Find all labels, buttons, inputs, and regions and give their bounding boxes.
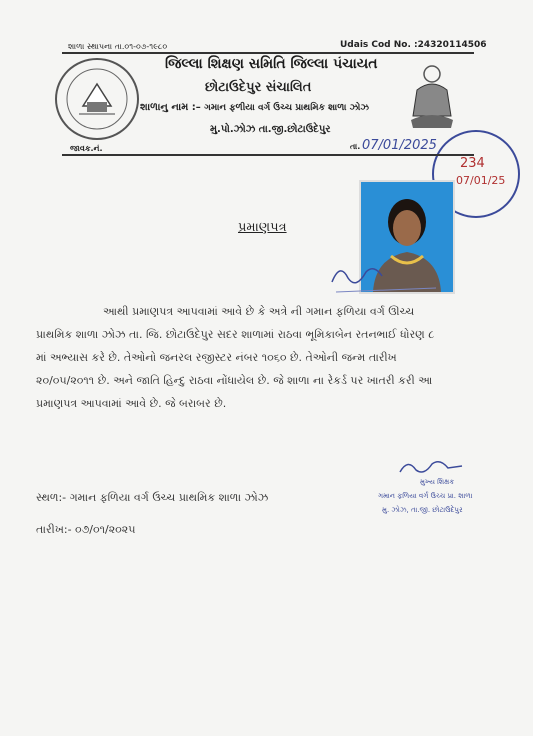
body-line-2: પ્રાથમિક શાળા ઝોઝ તા. જિ. છોટાઉદેપુર સદર શાળામાં રાઠવા ભૂમિકાબેન રતનભાઈ ધોરણ ૮	[36, 328, 435, 341]
sign-stamp-line-2: ગમાન ફળિયા વર્ગ ઉચ્ચ પ્રા. શાળા	[378, 492, 473, 500]
date-line: તારીખ:- ૦૭/૦૧/૨૦૨૫	[36, 523, 136, 536]
school-name-label: શાળાનુ નામ :– ગમાન ફળીયા વર્ગ ઉચ્ચ પ્રાથમિક શાળા ઝોઝ	[140, 102, 369, 113]
org-subtitle: છોટાઉદેપુર સંચાલિત	[205, 80, 312, 95]
school-address: મુ.પો.ઝોઝ તા.જી.છોટાઉદેપુર	[210, 124, 331, 135]
document-title: પ્રમાણપત્ર	[238, 220, 287, 235]
stamp-date: 07/01/25	[456, 174, 506, 187]
body-line-5: પ્રમાણપત્ર આપવામાં આવે છે. જે બરાબર છે.	[36, 397, 227, 410]
issue-date-label: તા.	[350, 142, 361, 151]
body-line-1: આથી પ્રમાણપત્ર આપવામાં આવે છે કે અત્રે ની ગમાન ફળિયા વર્ગ ઊચ્ચ	[103, 305, 415, 318]
place-line: સ્થળ:- ગમાન ફળિયા વર્ગ ઉચ્ચ પ્રાથમિક શાળા ઝોઝ	[36, 491, 269, 504]
body-line-4: ૨૦/૦૫/૨૦૧૧ છે. અને જાતિ હિન્દુ રાઠવા નોંધાયેલ છે. જે શાળા ના રેકર્ડ પર ખાતરી કરી આ	[36, 374, 433, 387]
issue-date-value: 07/01/2025	[362, 138, 437, 153]
sign-stamp-line-3: મુ. ઝોઝ, તા.જી. છોટાઉદેપુર	[382, 506, 463, 514]
header-bottom-rule	[62, 154, 474, 156]
saraswati-emblem-icon	[407, 60, 457, 130]
sign-stamp-line-1: મુખ્ય શિક્ષક	[420, 478, 455, 486]
org-title: જિલ્લા શિક્ષણ સમિતિ જિલ્લા પંચાયત	[165, 56, 378, 72]
stamp-number: 234	[460, 156, 485, 171]
photo-signature	[326, 258, 446, 302]
school-logo	[55, 58, 139, 140]
outward-number-label: જાવક.નં.	[70, 144, 103, 153]
body-line-3: માં અભ્યાસ કરે છે. તેઓનો જનરલ રજીસ્ટર નંબર ૧૦૬૦ છે. તેઓની જન્મ તારીખ	[36, 351, 397, 364]
established-date: શાળા સ્થાપના તા.૦૧-૦૭-૧૯૮૦	[68, 42, 168, 51]
udais-code: Udais Cod No. :24320114506	[340, 40, 487, 50]
header-top-rule	[62, 52, 474, 54]
